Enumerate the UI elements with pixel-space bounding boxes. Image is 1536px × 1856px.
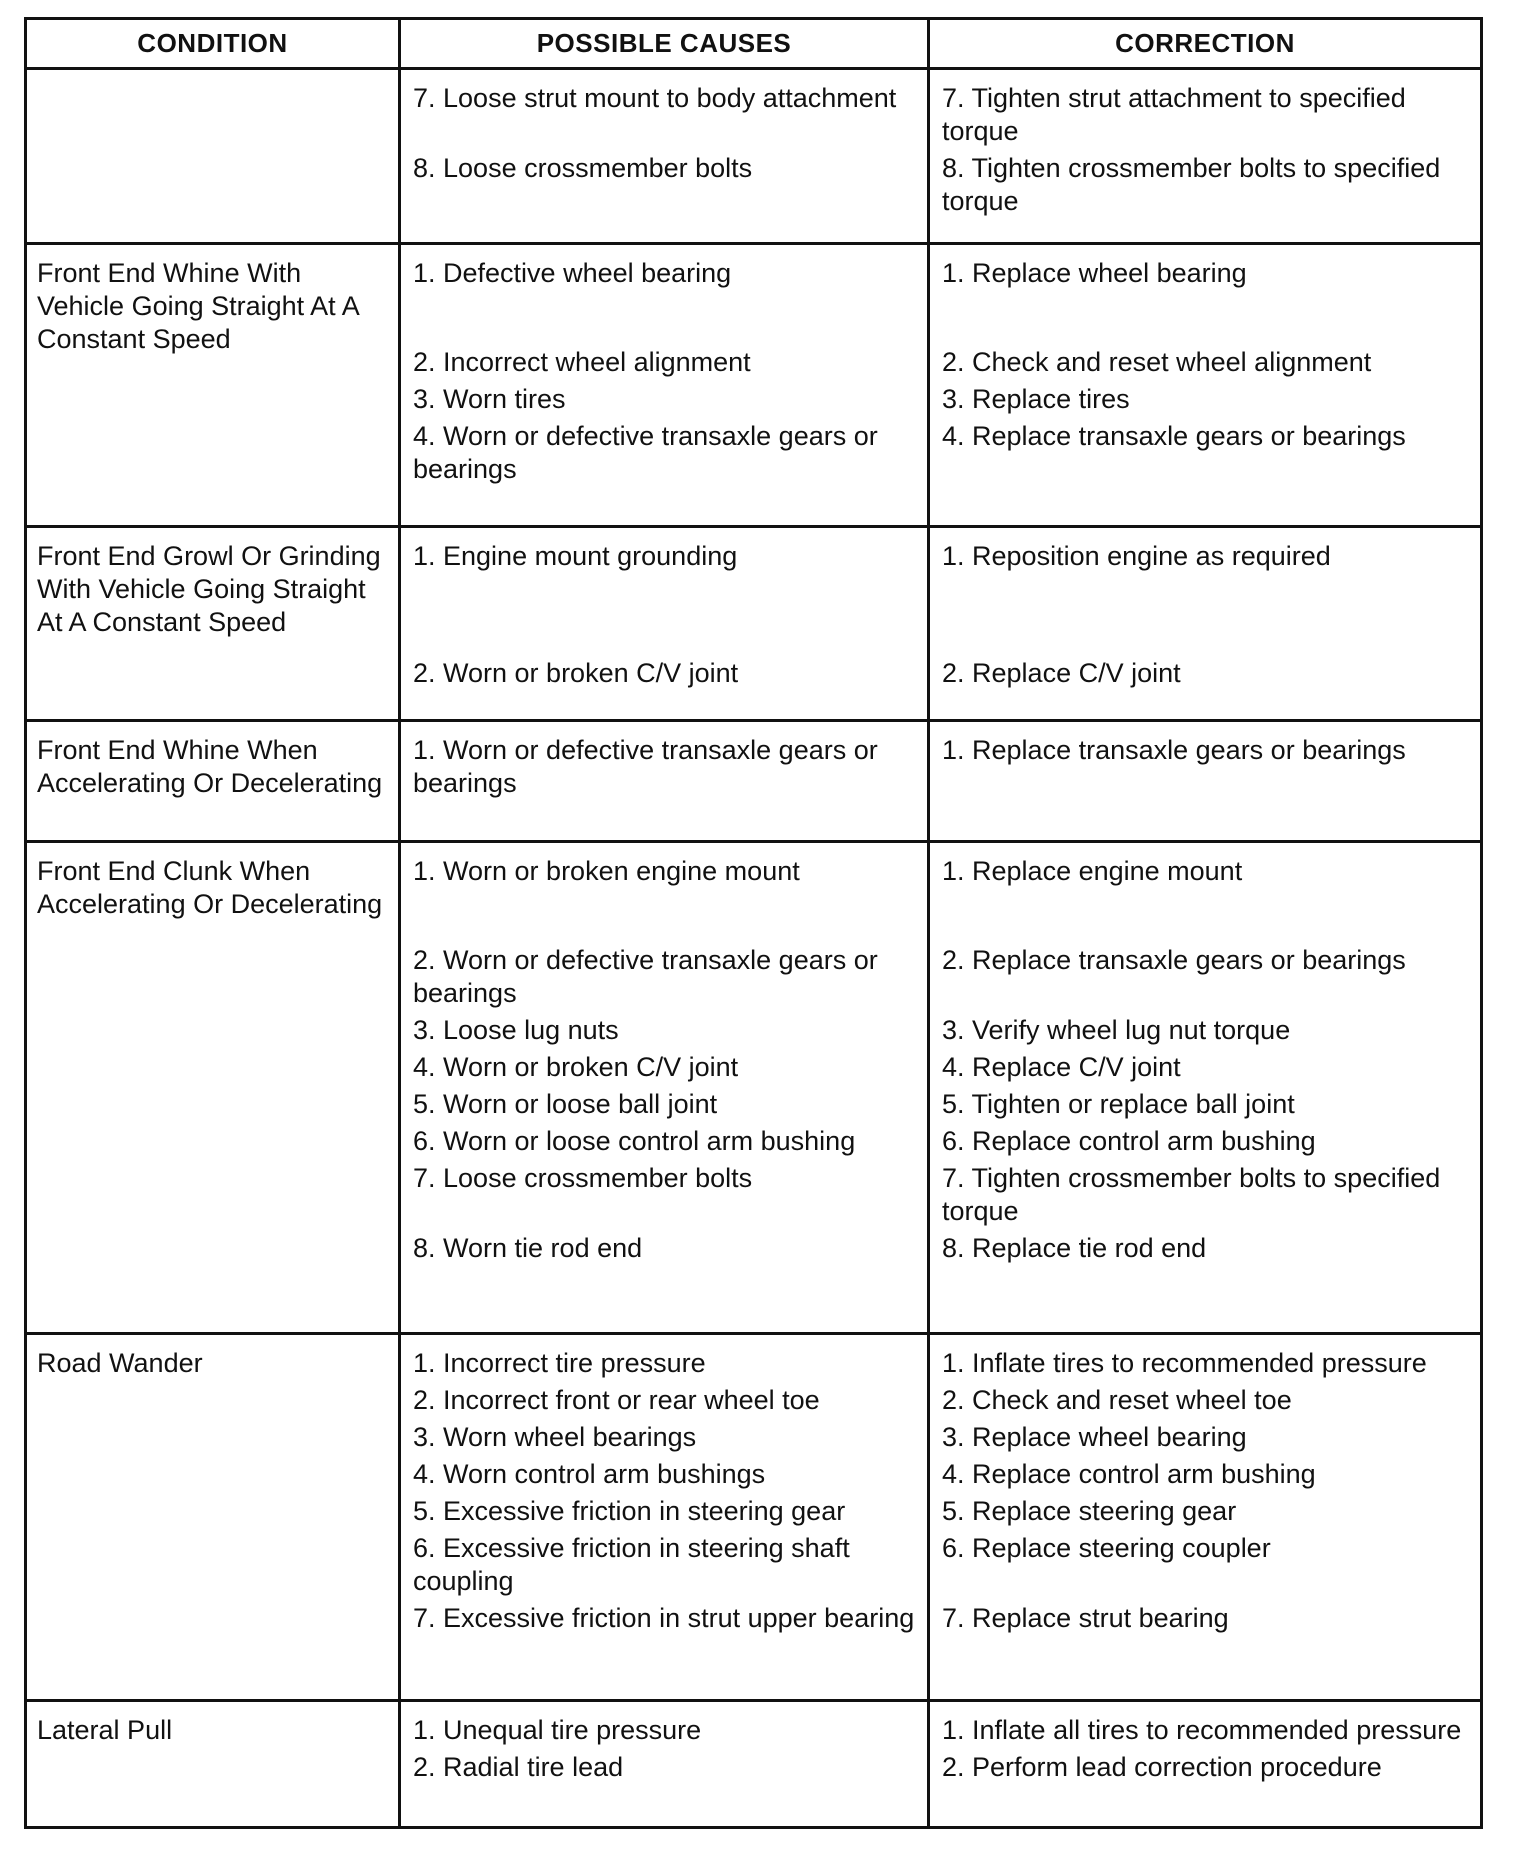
- condition-cell: [26, 721, 400, 842]
- condition-cell: [26, 1700, 400, 1828]
- cause-item: 2. Incorrect front or rear wheel toe: [413, 1385, 820, 1416]
- cause-item: 5. Worn or loose ball joint: [413, 1088, 718, 1119]
- condition-text: Front End Whine When Accelerating Or Decelerating: [37, 735, 383, 799]
- correction-cell: [929, 243, 1482, 526]
- correction-item: 2. Check and reset wheel alignment: [942, 346, 1372, 377]
- correction-cell: [929, 526, 1482, 721]
- cause-item: 1. Unequal tire pressure: [413, 1714, 702, 1745]
- condition-cell: [26, 1334, 400, 1700]
- cause-item: 7. Excessive friction in strut upper bearing: [413, 1603, 915, 1634]
- correction-item: 1. Replace wheel bearing: [942, 257, 1247, 288]
- table-row: [26, 841, 1482, 1333]
- cause-item: 2. Radial tire lead: [413, 1751, 624, 1782]
- table-row: [26, 526, 1482, 721]
- correction-item: 4. Replace C/V joint: [942, 1051, 1181, 1082]
- correction-item: 2. Check and reset wheel toe: [942, 1385, 1292, 1416]
- correction-item: 5. Replace steering gear: [942, 1496, 1237, 1527]
- cause-item: 4. Worn or broken C/V joint: [413, 1051, 739, 1082]
- correction-item: 4. Replace transaxle gears or bearings: [942, 420, 1406, 451]
- header-possible-causes: POSSIBLE CAUSES: [400, 19, 929, 69]
- correction-item: 1. Inflate all tires to recommended pressure: [942, 1714, 1462, 1745]
- table-body: [26, 69, 1482, 1828]
- cause-item: 6. Excessive friction in steering shaft coupling: [413, 1533, 850, 1597]
- cause-item: 4. Worn control arm bushings: [413, 1459, 766, 1490]
- cause-item: 1. Incorrect tire pressure: [413, 1348, 706, 1379]
- cause-item: 2. Worn or defective transaxle gears or bearings: [413, 944, 878, 1008]
- cause-item: 6. Worn or loose control arm bushing: [413, 1125, 856, 1156]
- cause-item: 2. Incorrect wheel alignment: [413, 346, 751, 377]
- correction-cell: [929, 69, 1482, 244]
- condition-text: Front End Growl Or Grinding With Vehicle Going Straight At A Constant Speed: [37, 540, 381, 637]
- table-row: [26, 721, 1482, 842]
- condition-cell: [26, 69, 400, 244]
- table-row: [26, 1700, 1482, 1828]
- cause-item: 3. Worn wheel bearings: [413, 1422, 697, 1453]
- causes-cell: [400, 1700, 929, 1828]
- correction-item: 2. Replace transaxle gears or bearings: [942, 944, 1406, 975]
- correction-cell: [929, 1334, 1482, 1700]
- causes-cell: [400, 526, 929, 721]
- cause-item: 8. Worn tie rod end: [413, 1232, 643, 1263]
- correction-item: 3. Replace tires: [942, 383, 1130, 414]
- correction-item: 3. Verify wheel lug nut torque: [942, 1014, 1291, 1045]
- cause-item: 3. Loose lug nuts: [413, 1014, 619, 1045]
- correction-item: 7. Replace strut bearing: [942, 1603, 1229, 1634]
- diagnosis-table: [24, 17, 1483, 1829]
- header-row: [26, 19, 1482, 69]
- header-condition: CONDITION: [26, 19, 400, 69]
- causes-cell: [400, 69, 929, 244]
- correction-item: 3. Replace wheel bearing: [942, 1422, 1247, 1453]
- condition-cell: [26, 841, 400, 1333]
- table-row: [26, 69, 1482, 244]
- cause-item: 7. Loose crossmember bolts: [413, 1162, 753, 1193]
- correction-item: 7. Tighten strut attachment to specified torque: [942, 83, 1406, 146]
- correction-item: 5. Tighten or replace ball joint: [942, 1088, 1295, 1119]
- correction-item: 6. Replace steering coupler: [942, 1533, 1271, 1564]
- correction-cell: [929, 721, 1482, 842]
- condition-text: Lateral Pull: [37, 1714, 173, 1745]
- correction-item: 1. Replace engine mount: [942, 855, 1243, 886]
- table-row: [26, 243, 1482, 526]
- condition-cell: [26, 243, 400, 526]
- correction-cell: [929, 1700, 1482, 1828]
- cause-item: 1. Worn or broken engine mount: [413, 855, 800, 886]
- causes-cell: [400, 841, 929, 1333]
- correction-item: 2. Perform lead correction procedure: [942, 1751, 1382, 1782]
- cause-item: 1. Worn or defective transaxle gears or bearings: [413, 735, 878, 799]
- causes-cell: [400, 1334, 929, 1700]
- condition-text: [27, 70, 398, 82]
- correction-item: 7. Tighten crossmember bolts to specified torque: [942, 1162, 1441, 1226]
- condition-cell: [26, 526, 400, 721]
- header-correction: CORRECTION: [929, 19, 1482, 69]
- table-row: [26, 1334, 1482, 1700]
- cause-item: 7. Loose strut mount to body attachment: [413, 83, 897, 113]
- correction-item: 1. Reposition engine as required: [942, 540, 1331, 571]
- correction-item: 2. Replace C/V joint: [942, 657, 1181, 688]
- cause-item: 8. Loose crossmember bolts: [413, 153, 753, 183]
- cause-item: 3. Worn tires: [413, 383, 566, 414]
- causes-cell: [400, 721, 929, 842]
- causes-cell: [400, 243, 929, 526]
- correction-cell: [929, 841, 1482, 1333]
- cause-item: 4. Worn or defective transaxle gears or bearings: [413, 420, 878, 484]
- cause-item: 5. Excessive friction in steering gear: [413, 1496, 846, 1527]
- cause-item: 1. Engine mount grounding: [413, 540, 738, 571]
- cause-item: 2. Worn or broken C/V joint: [413, 657, 739, 688]
- condition-text: Road Wander: [37, 1348, 203, 1379]
- condition-text: Front End Whine With Vehicle Going Straight At A Constant Speed: [37, 257, 359, 354]
- correction-item: 8. Replace tie rod end: [942, 1232, 1207, 1263]
- correction-item: 1. Replace transaxle gears or bearings: [942, 735, 1406, 766]
- table-header: [26, 19, 1482, 69]
- correction-item: 8. Tighten crossmember bolts to specified torque: [942, 153, 1441, 216]
- cause-item: 1. Defective wheel bearing: [413, 257, 732, 288]
- condition-text: Front End Clunk When Accelerating Or Decelerating: [37, 855, 383, 919]
- correction-item: 1. Inflate tires to recommended pressure: [942, 1348, 1427, 1379]
- correction-item: 6. Replace control arm bushing: [942, 1125, 1316, 1156]
- correction-item: 4. Replace control arm bushing: [942, 1459, 1316, 1490]
